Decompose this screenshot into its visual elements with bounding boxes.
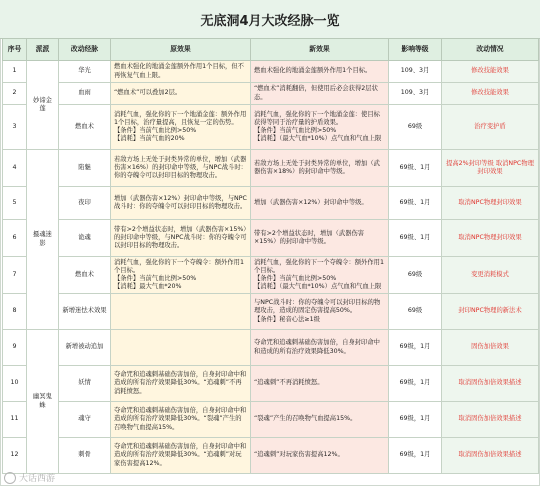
original-effect: 增加（武器伤害×12%）封印命中等级，与NPC战斗时：你的夺魄令可以封印目标的物理攻击。 [111,187,251,220]
school-cell: 摄魂迷影 [27,150,59,330]
original-effect: “燃血术”可以叠加2层。 [111,83,251,105]
table-row [3,330,539,366]
meridian-name: 新增被动追加 [59,330,111,366]
table-row [3,220,539,257]
meridian-name: 魂守 [59,402,111,438]
table-row [3,366,539,402]
change-cell: 修改技能效果 [442,61,539,83]
level-cell: 69级，1月 [389,366,442,402]
meridian-name: 刺骨 [59,438,111,474]
original-effect: 带有>2个增益状态时，增加（武器伤害×15%）的封印命中等级，与NPC战斗时：你的夺魄令可以封印目标的物理攻击。 [111,220,251,257]
school-cell: 幽冥鬼蛛 [27,330,59,474]
header-index: 序号 [3,39,27,61]
school-cell: 妙谛金莲 [27,61,59,150]
meridian-name: 妖情 [59,366,111,402]
meridian-name: 华光 [59,61,111,83]
original-effect: 夺命咒和追魂刺基础伤害加倍，自身封印命中和造成的所有治疗效果降低30%。“裂魂”产生的召唤物气血提高15%。 [111,402,251,438]
original-effect: 夺命咒和追魂刺基础伤害加倍，自身封印命中和造成的所有治疗效果降低30%。“追魂刺”对玩家伤害提高12%。 [111,438,251,474]
new-effect: “燃血术”消耗翻倍，但使用后必会获得2层状态。 [251,83,389,105]
meridian-name: 陷魅 [59,150,111,187]
table-row [3,402,539,438]
level-cell: 69级、1月 [389,150,442,187]
new-effect: “追魂刺”不再消耗愤怒。 [251,366,389,402]
row-index: 9 [3,330,27,366]
row-index: 3 [3,105,27,150]
change-cell: 取消固伤加倍效果描述 [442,402,539,438]
change-cell: 修改技能效果 [442,83,539,105]
meridian-name: 新增迷怯术效果 [59,294,111,330]
table-row [3,294,539,330]
change-cell: 取消NPC物理封印效果 [442,220,539,257]
original-effect: 夺命咒和追魂刺基础伤害加倍，自身封印命中和造成的所有治疗效果降低30%。“追魂刺”不再消耗愤怒。 [111,366,251,402]
original-effect-empty [111,330,251,366]
header-meridian: 改动经脉 [59,39,111,61]
watermark-logo-icon [4,472,16,484]
new-effect: 若敌方场上无处于封类异常的单位，增加（武器伤害×18%）的封印命中等级。 [251,150,389,187]
row-index: 5 [3,187,27,220]
header-change: 改动情况 [442,39,539,61]
meridian-name: 血雨 [59,83,111,105]
level-cell: 69级，1月 [389,330,442,366]
header-new-effect: 新效果 [251,39,389,61]
new-effect: 燃血术强化的地涌金莲额外作用1个目标。 [251,61,389,83]
change-cell: 治疗变护盾 [442,105,539,150]
row-index: 6 [3,220,27,257]
header-level: 影响等级 [389,39,442,61]
row-index: 11 [3,402,27,438]
row-index: 2 [3,83,27,105]
header-original-effect: 原效果 [111,39,251,61]
level-cell: 109、3月 [389,61,442,83]
change-cell: 提高2%封印等级 取消NPC物理封印效果 [442,150,539,187]
meridian-name: 夜印 [59,187,111,220]
table-row [3,150,539,187]
meridian-name: 诡魂 [59,220,111,257]
new-effect: “追魂刺”对玩家伤害提高12%。 [251,438,389,474]
level-cell: 69级 [389,257,442,294]
new-effect: 夺命咒和追魂刺基础伤害加倍，自身封印命中和造成的所有治疗效果降低30%。 [251,330,389,366]
table-row [3,61,539,83]
level-cell: 69级，1月 [389,438,442,474]
change-cell: 取消NPC物理封印效果 [442,187,539,220]
original-effect-empty [111,294,251,330]
change-cell: 变更消耗模式 [442,257,539,294]
change-cell: 取消固伤加倍效果描述 [442,438,539,474]
row-index: 8 [3,294,27,330]
level-cell: 69级、1月 [389,187,442,220]
original-effect: 消耗气血，强化你的下一个夺魄令：额外作用1个目标。 【条件】当前气血比例>50% 【消耗】最大气血*20% [111,257,251,294]
change-cell: 固伤加倍效果 [442,330,539,366]
change-cell: 封印NPC物理的新法术 [442,294,539,330]
new-effect: 消耗气血，强化你的下一个夺魄令：额外作用1个目标。 【条件】当前气血比例>50% 【消耗】（最大气血*10%）点气血和气血上限 [251,257,389,294]
table-row [3,105,539,150]
header-row [3,39,539,61]
table-row [3,187,539,220]
table-row [3,438,539,474]
header-school: 派派 [27,39,59,61]
level-cell: 69级 [389,105,442,150]
watermark-text: 大话西游 [19,474,56,484]
row-index: 1 [3,61,27,83]
table-row [3,257,539,294]
new-effect: “裂魂”产生的召唤物气血提高15%。 [251,402,389,438]
table-row [3,83,539,105]
level-cell: 69级、1月 [389,220,442,257]
new-effect: 增加（武器伤害×12%）封印命中等级。 [251,187,389,220]
change-cell: 取消固伤加倍效果描述 [442,366,539,402]
meridian-name: 燃血术 [59,105,111,150]
page-title: 无底洞4月大改经脉一览 [0,0,540,39]
original-effect: 燃血术强化的地涌金莲额外作用1个目标，但不再恢复气血上限。 [111,61,251,83]
row-index: 10 [3,366,27,402]
original-effect: 若敌方场上无处于封类异常的单位，增加（武器伤害×16%）的封印命中等级，与NPC战斗时：你的夺魄令可以封印目标的物理攻击。 [111,150,251,187]
row-index: 4 [3,150,27,187]
row-index: 7 [3,257,27,294]
watermark [4,471,55,484]
new-effect: 消耗气血，强化你的下一个地涌金莲：使目标获得等同于治疗量的护盾效果。 【条件】当前气血比例>50% 【消耗】（最大气血*10%）点气血和气血上限 [251,105,389,150]
new-effect: 带有>2个增益状态时，增加（武器伤害×15%）的封印命中等级。 [251,220,389,257]
row-index: 12 [3,438,27,474]
new-effect: 与NPC战斗时：你的夺魄令可以封印目标的物理攻击，造成的固定伤害提高50%。 【条件】秘音心法≥1级 [251,294,389,330]
level-cell: 69级 [389,294,442,330]
changes-table [2,38,539,474]
original-effect: 消耗气血，强化你的下一个地涌金莲：额外作用1个目标，治疗量提高，且恢复一定的伤势。 【条件】当前气血比例>50% 【消耗】当前气血的20% [111,105,251,150]
level-cell: 69级，1月 [389,402,442,438]
meridian-name: 燃血术 [59,257,111,294]
level-cell: 109、3月 [389,83,442,105]
